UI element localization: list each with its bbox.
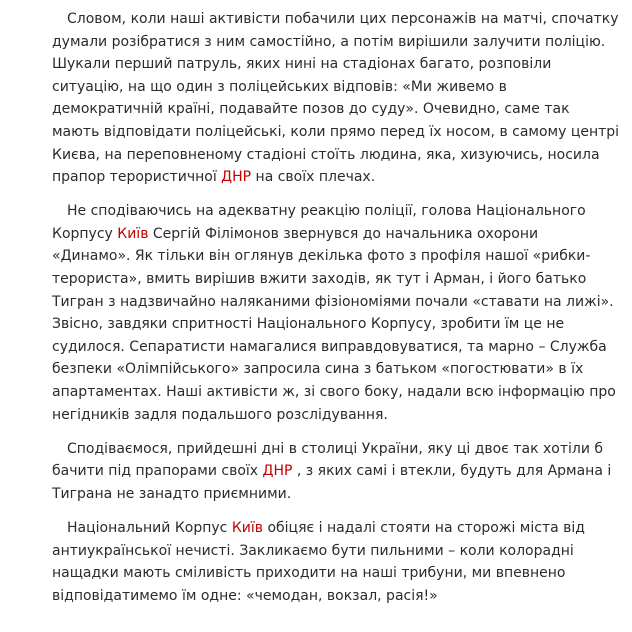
paragraph-text: обіцяє і надалі стояти на сторожі міста від антиукраїнської нечисті. Закликаємо бути пильними – коли колорадні нащадки мають сміливість приходити на наші трибуни, ми впевнено відповідатимемо їм одне: «чемодан, вокзал, расія!» <box>52 519 585 604</box>
paragraph-text: Словом, коли наші активісти побачили цих персонажів на матчі, спочатку думали розібратися з ним самостійно, а потім вирішили залучити поліцію. Шукали перший патруль, яких нині на стадіонах багато, розповіли ситуацію, на що один з поліцейських відповів: «Ми живемо в демократичній країні, подавайте позов до суду». Очевидно, саме так мають відповідати поліцейські, коли прямо перед їх носом, в самому центрі Києва, на переповненому стадіоні стоїть людина, яка, хизуючись, носила прапор терористичної <box>52 11 620 186</box>
paragraph-text: Сергій Філімонов звернувся до начальника охорони «Динамо». Як тільки він оглянув декілька фото з профіля нашої «рибки-терориста», вмить вирішив вжити заходів, як тут і Арман, і його батько Тигран з надзвичайно наляканими фізіономіями почали «ставати на лижі». Звісно, завдяки спритності Національного Корпусу, зробити їм це не судилося. Сепаратисти намагалися виправдовуватися, та марно – Служба безпеки «Олімпійського» запросила сина з батьком «погостювати» в їх апартаментах. Наші активісти ж, зі свого боку, надали всю інформацію про негідників задля подальшого розслідування. <box>52 225 616 423</box>
paragraph-3 <box>52 438 620 506</box>
paragraph-text: Національний Корпус <box>67 519 232 536</box>
tag-link-dnr[interactable]: ДНР <box>262 463 293 480</box>
tag-link-dnr[interactable]: ДНР <box>221 169 252 186</box>
paragraph-2 <box>52 200 620 426</box>
tag-link-kyiv[interactable]: Київ <box>231 519 263 536</box>
paragraph-text: , з яких самі і втекли, будуть для Армана і Тиграна не занадто приємними. <box>52 463 612 502</box>
paragraph-1 <box>52 8 620 189</box>
paragraph-text: Не сподіваючись на адекватну реакцію поліції, голова Національного Корпусу <box>52 203 586 242</box>
paragraph-text: на своїх плечах. <box>251 169 376 186</box>
paragraph-4 <box>52 517 620 607</box>
tag-link-kyiv[interactable]: Київ <box>117 225 149 242</box>
paragraph-text: Сподіваємося, прийдешні дні в столиці України, яку ці двоє так хотіли б бачити під прапорами своїх <box>52 440 604 480</box>
